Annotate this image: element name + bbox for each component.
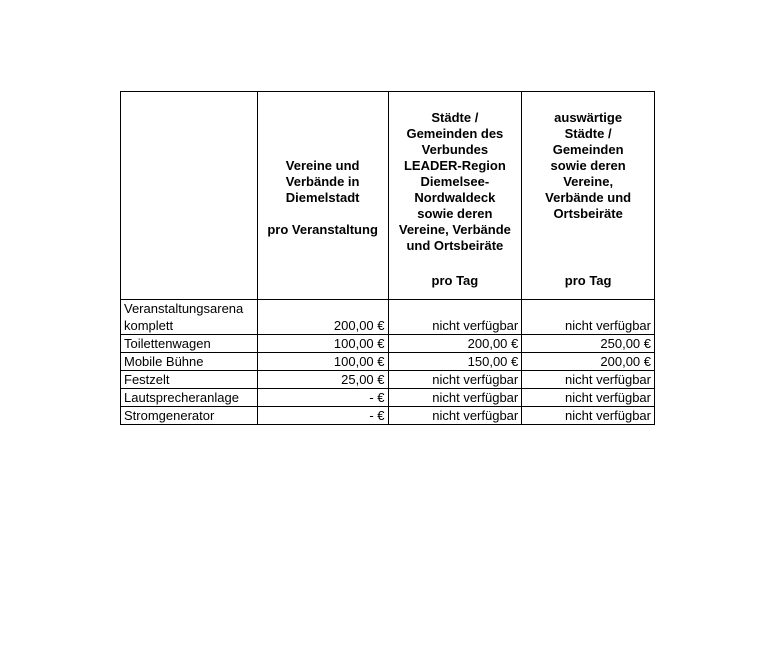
table-row [121,371,655,389]
header-unit: pro Veranstaltung [267,222,378,237]
header-line: Vereine und [285,158,360,173]
price-external-municipalities: 200,00 € [522,353,655,371]
price-region-municipalities: nicht verfügbar [388,389,522,407]
row-label: Stromgenerator [121,407,258,425]
header-line: Ortsbeiräte [553,206,623,221]
price-external-municipalities: 250,00 € [522,335,655,353]
header-line: Diemelstadt [285,190,360,205]
price-region-municipalities: 150,00 € [388,353,522,371]
row-label: Veranstaltungsarena komplett [121,300,258,335]
row-label: Festzelt [121,371,258,389]
price-local-clubs: - € [257,389,388,407]
header-line: Vereine, [563,174,614,189]
price-table [120,91,655,425]
header-line: und Ortsbeiräte [406,238,504,253]
price-external-municipalities: nicht verfügbar [522,389,655,407]
header-unit: pro Tag [431,273,479,288]
price-region-municipalities: nicht verfügbar [388,371,522,389]
header-line: LEADER-Region [403,158,506,173]
table-row [121,335,655,353]
table-row [121,389,655,407]
header-empty-cell [121,92,258,300]
row-label: Mobile Bühne [121,353,258,371]
table-row [121,407,655,425]
price-local-clubs: 25,00 € [257,371,388,389]
header-line: Gemeinden [552,142,624,157]
row-label: Toilettenwagen [121,335,258,353]
header-line: auswärtige [554,110,623,125]
header-line: Verbundes [421,142,489,157]
header-line: Städte / [564,126,612,141]
header-line: Verbände und [545,190,632,205]
header-line: Vereine, Verbände [398,222,511,237]
table-row [121,353,655,371]
header-line: sowie deren [550,158,626,173]
price-local-clubs: 100,00 € [257,335,388,353]
header-line: Gemeinden des [406,126,504,141]
header-line: Diemelsee- [420,174,490,189]
price-local-clubs: 200,00 € [257,300,388,335]
price-local-clubs: - € [257,407,388,425]
price-local-clubs: 100,00 € [257,353,388,371]
header-line: Städte / [431,110,479,125]
table-row [121,300,655,335]
header-unit: pro Tag [564,273,612,288]
price-external-municipalities: nicht verfügbar [522,407,655,425]
header-line: Nordwaldeck [414,190,496,205]
header-line: Verbände in [285,174,360,189]
header-line: sowie deren [417,206,493,221]
header-col-local-clubs [257,92,388,300]
price-region-municipalities: nicht verfügbar [388,300,522,335]
price-region-municipalities: nicht verfügbar [388,407,522,425]
price-external-municipalities: nicht verfügbar [522,300,655,335]
header-col-external-municipalities [522,92,655,300]
header-col-region-municipalities [388,92,522,300]
price-region-municipalities: 200,00 € [388,335,522,353]
row-label: Lautsprecheranlage [121,389,258,407]
price-external-municipalities: nicht verfügbar [522,371,655,389]
header-row [121,92,655,300]
